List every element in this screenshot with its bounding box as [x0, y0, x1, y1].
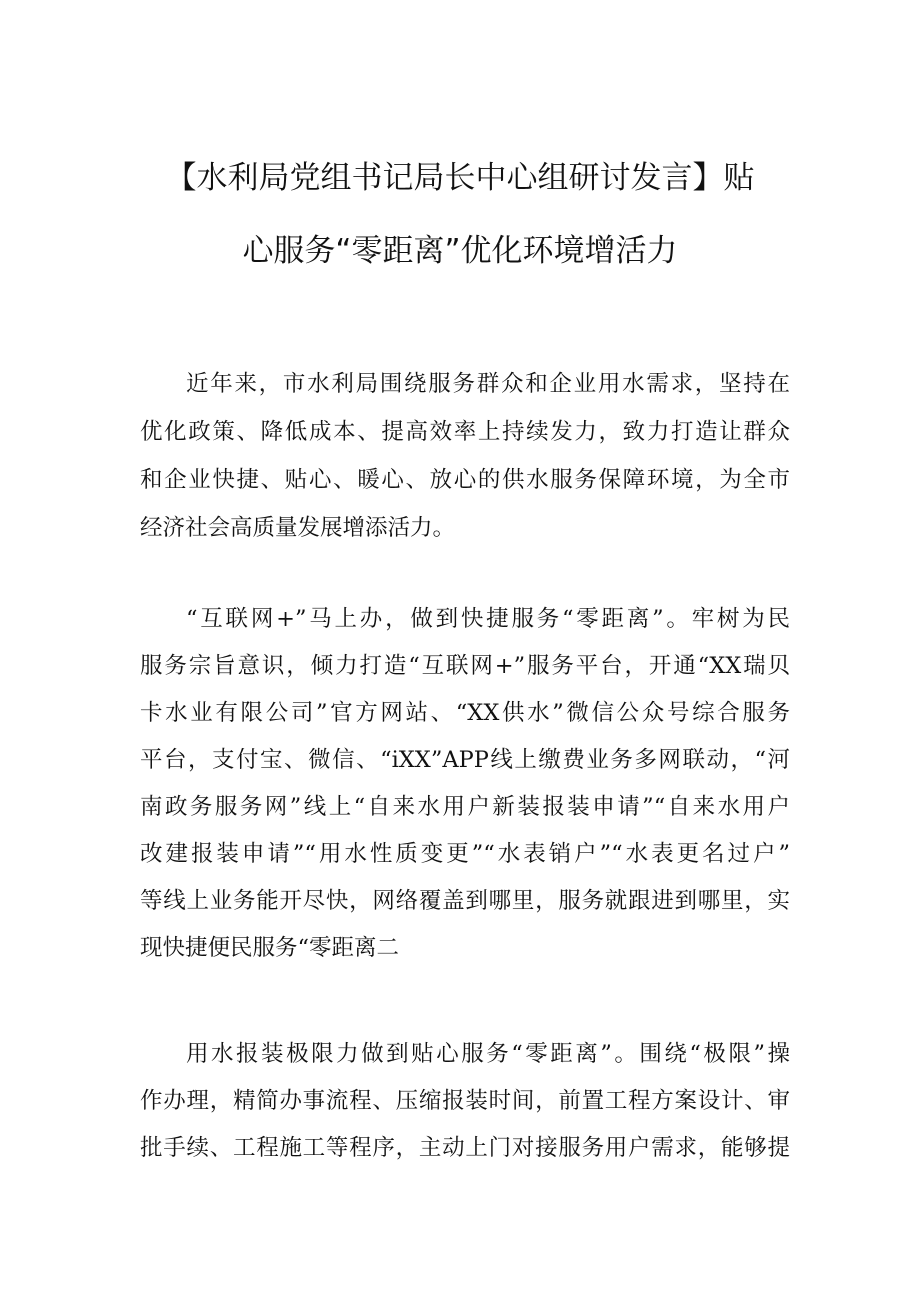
paragraph-line: 和企业快捷、贴心、暖心、放心的供水服务保障环境，为全市 — [140, 467, 790, 493]
paragraph-line: 等线上业务能开尽快，网络覆盖到哪里，服务就跟进到哪里，实 — [140, 888, 790, 914]
paragraph-line: 批手续、工程施工等程序，主动上门对接服务用户需求，能够提 — [140, 1135, 790, 1161]
paragraph-line: 平台，支付宝、微信、“iXX”APP线上缴费业务多网联动，“河 — [140, 747, 790, 773]
document-title-line-1: 【水利局党组书记局长中心组研讨发言】贴 — [165, 160, 755, 196]
paragraph-line: 南政务服务网”线上“自来水用户新装报装申请”“自来水用户 — [140, 794, 790, 820]
paragraph-line: 优化政策、降低成本、提高效率上持续发力，致力打造让群众 — [140, 419, 790, 445]
paragraph-line: 作办理，精简办事流程、压缩报装时间，前置工程方案设计、审 — [140, 1088, 790, 1114]
paragraph-line: 改建报装申请”“用水性质变更”“水表销户”“水表更名过户” — [140, 841, 790, 867]
document-title-line-2: 心服务“零距离”优化环境增活力 — [242, 233, 678, 269]
paragraph-line: 卡水业有限公司”官方网站、“XX供水”微信公众号综合服务 — [140, 700, 790, 726]
paragraph-line: 服务宗旨意识，倾力打造“互联网+”服务平台，开通“XX瑞贝 — [140, 653, 790, 679]
paragraph-line: 经济社会高质量发展增添活力。 — [140, 515, 456, 541]
paragraph-line: “互联网+”马上办，做到快捷服务“零距离”。牢树为民 — [186, 606, 790, 632]
paragraph-line: 近年来，市水利局围绕服务群众和企业用水需求，坚持在 — [186, 371, 790, 397]
paragraph-line: 现快捷便民服务“零距离二 — [140, 935, 400, 961]
paragraph-line: 用水报装极限力做到贴心服务“零距离”。围绕“极限”操 — [186, 1041, 790, 1067]
